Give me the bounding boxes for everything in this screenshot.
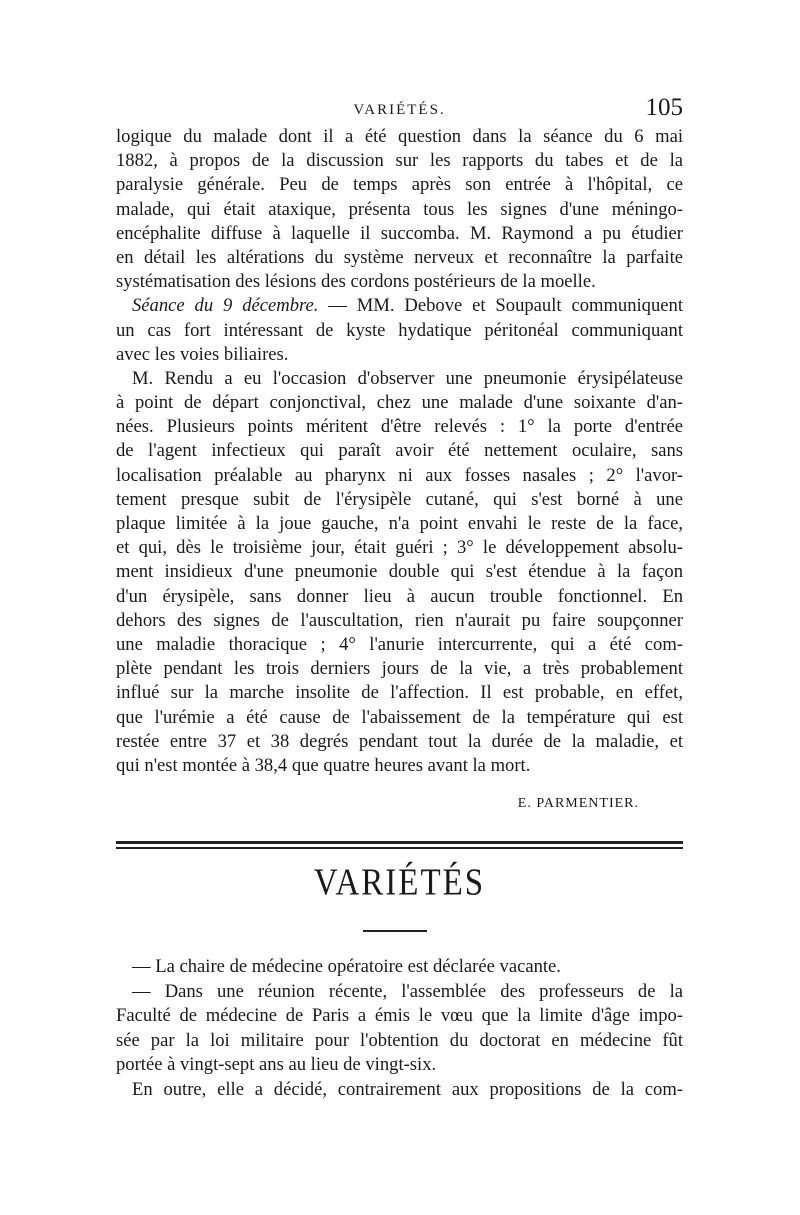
text-line: en détail les altérations du système nerveux et reconnaître la parfaite: [116, 246, 683, 268]
text-line: localisation préalable au pharynx ni aux fosses nasales ; 2° l'avor-: [116, 464, 683, 486]
text-line: tement presque subit de l'érysipèle cutané, qui s'est borné à une: [116, 488, 683, 510]
text-line: ment insidieux d'une pneumonie double qui s'est étendue à la façon: [116, 561, 683, 583]
text-line: plaque limitée à la joue gauche, n'a point envahi le reste de la face,: [116, 513, 683, 534]
text-line: malade, qui était ataxique, présenta tous les signes d'une méningo-: [116, 198, 683, 220]
text-line: que l'urémie a été cause de l'abaissement de la température qui est: [116, 706, 683, 728]
text-line: d'un érysipèle, sans donner lieu à aucun trouble fonctionnel. En: [116, 585, 683, 607]
text-line: dehors des signes de l'auscultation, rien n'aurait pu faire soupçonner: [116, 609, 683, 631]
text-line: un cas fort intéressant de kyste hydatique péritonéal communiquant: [116, 319, 683, 341]
text-line: avec les voies biliaires.: [116, 343, 289, 365]
news-line: — La chaire de médecine opératoire est déclarée vacante.: [132, 956, 561, 977]
running-title: VARIÉTÉS.: [353, 102, 446, 118]
author-signature: E. PARMENTIER.: [517, 796, 639, 811]
section-title: VARIÉTÉS: [313, 862, 486, 904]
section-rule-thin: [116, 847, 683, 849]
seance-heading: Séance du 9 décembre.: [132, 295, 319, 317]
news-line: Faculté de médecine de Paris a émis le vœu que la limite d'âge impo-: [116, 1005, 683, 1026]
text-line: et qui, dès le troisième jour, était guéri ; 3° le développement absolu-: [116, 537, 683, 559]
page-number: 105: [645, 94, 683, 121]
text-line: qui n'est montée à 38,4 que quatre heures avant la mort.: [116, 754, 531, 776]
text-line: de l'agent infectieux qui paraît avoir été nettement oculaire, sans: [116, 440, 683, 462]
text-line: influé sur la marche insolite de l'affection. Il est probable, en effet,: [116, 682, 683, 704]
text-line: à point de départ conjonctival, chez une malade d'une soixante d'an-: [116, 392, 683, 414]
text-line: plète pendant les trois derniers jours de la vie, a très probablement: [116, 658, 683, 680]
news-items: [116, 955, 683, 1102]
text-line: une maladie thoracique ; 4° l'anurie intercurrente, qui a été com-: [116, 633, 683, 655]
news-line: En outre, elle a décidé, contrairement aux propositions de la com-: [132, 1078, 683, 1100]
text-line: 1882, à propos de la discussion sur les rapports du tabes et de la: [116, 150, 683, 172]
news-line: sée par la loi militaire pour l'obtention du doctorat en médecine fût: [116, 1029, 683, 1051]
text-line: encéphalite diffuse à laquelle il succomba. M. Raymond a pu étudier: [116, 222, 683, 244]
body-text: [116, 125, 683, 778]
text-line: M. Rendu a eu l'occasion d'observer une pneumonie érysipélateuse: [132, 367, 683, 389]
text-line: logique du malade dont il a été question dans la séance du 6 mai: [116, 126, 683, 147]
news-line: — Dans une réunion récente, l'assemblée des professeurs de la: [132, 980, 683, 1002]
text-line: systématisation des lésions des cordons postérieurs de la moelle.: [116, 271, 596, 293]
text-line: restée entre 37 et 38 degrés pendant tout la durée de la maladie, et: [116, 730, 683, 752]
title-underline: [363, 930, 427, 932]
section-rule-thick: [116, 841, 683, 844]
text-line: [116, 294, 683, 318]
text-line: paralysie générale. Peu de temps après son entrée à l'hôpital, ce: [116, 174, 683, 196]
news-line: portée à vingt-sept ans au lieu de vingt-six.: [116, 1054, 437, 1075]
text-line: nées. Plusieurs points méritent d'être relevés : 1° la porte d'entrée: [116, 416, 683, 438]
text-fragment: — MM. Debove et Soupault communiquent: [318, 295, 683, 317]
